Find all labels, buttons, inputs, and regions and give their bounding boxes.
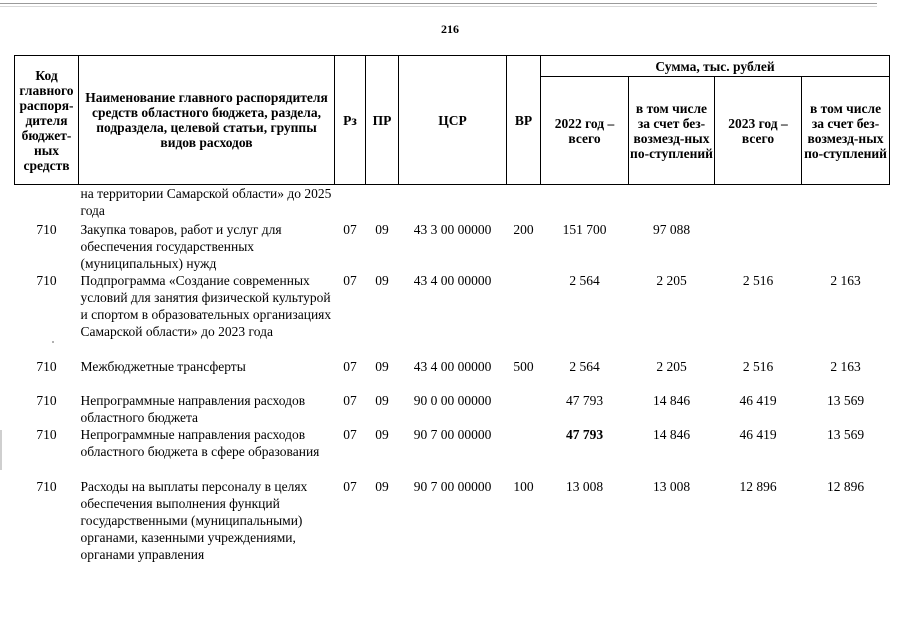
cell-csr: 43 4 00 00000 [413, 358, 492, 374]
cell-name: Непрограммные направления расходов областного бюджета в сфере образования [80, 426, 320, 459]
header-rz: Рз [335, 56, 366, 185]
cell-pr: 09 [375, 358, 389, 374]
cell-vr [507, 392, 541, 426]
cell-2022-free: 2 205 [656, 358, 687, 374]
header-2023-free: в том числе за счет без-возмезд-ных по-ступлений [802, 77, 890, 185]
cell-csr: 90 0 00 00000 [413, 392, 492, 408]
cell-rz: 07 [343, 426, 357, 442]
cell-2023-total: 12 896 [739, 478, 777, 494]
header-csr: ЦСР [399, 56, 507, 185]
scan-margin-mark [0, 430, 2, 470]
cell-2022-total: 151 700 [562, 221, 607, 237]
cell-2023-free [802, 221, 890, 272]
budget-table [14, 55, 890, 582]
cell-2023-total [715, 185, 802, 221]
table-row [15, 478, 890, 582]
cell-code [15, 185, 79, 221]
cell-2022-total: 2 564 [569, 272, 600, 288]
cell-2022-free: 13 008 [652, 478, 691, 494]
table-body [15, 185, 890, 582]
cell-rz [335, 185, 366, 221]
cell-rz: 07 [343, 221, 357, 237]
cell-name: Непрограммные направления расходов областного бюджета [80, 392, 306, 425]
page-number: 216 [441, 22, 459, 36]
cell-name: на территории Самарской области» до 2025 года [80, 186, 332, 218]
header-2023-total: 2023 год – всего [715, 77, 802, 185]
cell-pr: 09 [375, 392, 389, 408]
cell-pr: 09 [375, 272, 389, 288]
cell-2023-total: 2 516 [742, 358, 774, 374]
cell-2023-free: 2 163 [830, 358, 861, 374]
cell-csr: 90 7 00 00000 [413, 426, 492, 442]
cell-csr: 43 4 00 00000 [413, 272, 492, 288]
cell-csr [399, 185, 507, 221]
scan-top-line [0, 3, 877, 4]
header-2022-free: в том числе за счет без-возмезд-ных по-ступлений [629, 77, 715, 185]
cell-vr [507, 272, 541, 358]
cell-2022-total: 13 008 [565, 478, 604, 494]
cell-code: 710 [36, 392, 57, 408]
cell-pr: 09 [375, 478, 389, 494]
header-vr: ВР [507, 56, 541, 185]
cell-2023-free [802, 185, 890, 221]
cell-2023-total: 46 419 [739, 426, 777, 442]
cell-code: 710 [36, 358, 57, 374]
header-2022-total: 2022 год – всего [541, 77, 629, 185]
cell-code: 710 [36, 478, 57, 494]
table-row [15, 185, 890, 221]
cell-2022-free: 97 088 [652, 221, 691, 237]
cell-vr [507, 426, 541, 478]
cell-code: 710 [36, 426, 57, 442]
cell-vr: 500 [513, 358, 534, 374]
cell-name: Подпрограмма «Создание современных условий для занятия физической культурой и спортом в образовательных организациях Самарской области» до 2023 года [80, 272, 332, 339]
cell-rz: 07 [343, 272, 357, 288]
cell-name: Закупка товаров, работ и услуг для обеспечения государственных (муниципальных) нужд [80, 221, 282, 271]
cell-vr [507, 185, 541, 221]
table-row [15, 272, 890, 358]
scan-top-line-faint [0, 6, 877, 7]
table-row [15, 392, 890, 426]
cell-2023-total: 2 516 [742, 272, 774, 288]
cell-rz: 07 [343, 392, 357, 408]
cell-2022-free: 2 205 [656, 272, 687, 288]
cell-2023-free: 2 163 [830, 272, 861, 288]
cell-2023-free: 12 896 [826, 478, 865, 494]
cell-2022-free [629, 185, 715, 221]
cell-vr: 100 [513, 478, 534, 494]
cell-2022-free: 14 846 [652, 392, 691, 408]
cell-code: 710 [36, 221, 57, 237]
table-row [15, 358, 890, 392]
cell-2023-free: 13 569 [826, 426, 865, 442]
cell-code: 710 [36, 272, 57, 288]
header-name: Наименование главного распорядителя средств областного бюджета, раздела, подраздела, целевой статьи, группы видов расходов [79, 56, 335, 185]
cell-2022-total: 47 793 [565, 426, 604, 442]
cell-2022-total: 47 793 [565, 392, 604, 408]
cell-pr: 09 [375, 426, 389, 442]
cell-2022-free: 14 846 [652, 426, 691, 442]
table-row [15, 221, 890, 272]
header-pr: ПР [366, 56, 399, 185]
cell-rz: 07 [343, 478, 357, 494]
cell-2022-total [541, 185, 629, 221]
cell-2023-total: 46 419 [739, 392, 777, 408]
cell-2023-total [715, 221, 802, 272]
cell-csr: 90 7 00 00000 [413, 478, 492, 494]
cell-name: Межбюджетные трансферты [80, 358, 246, 374]
cell-vr: 200 [513, 221, 534, 237]
cell-csr: 43 3 00 00000 [413, 221, 492, 237]
table-row [15, 426, 890, 478]
cell-name: Расходы на выплаты персоналу в целях обеспечения выполнения функций государственными (муниципальными) органами, казенными учреждениями, органами управления [80, 478, 308, 562]
table-header [15, 56, 890, 185]
header-sum: Сумма, тыс. рублей [541, 56, 890, 77]
header-code: Код главного распоря-дителя бюджет-ных средств [15, 56, 79, 185]
cell-2022-total: 2 564 [569, 358, 600, 374]
cell-pr [366, 185, 399, 221]
cell-2023-free: 13 569 [826, 392, 865, 408]
cell-pr: 09 [375, 221, 389, 237]
cell-rz: 07 [343, 358, 357, 374]
